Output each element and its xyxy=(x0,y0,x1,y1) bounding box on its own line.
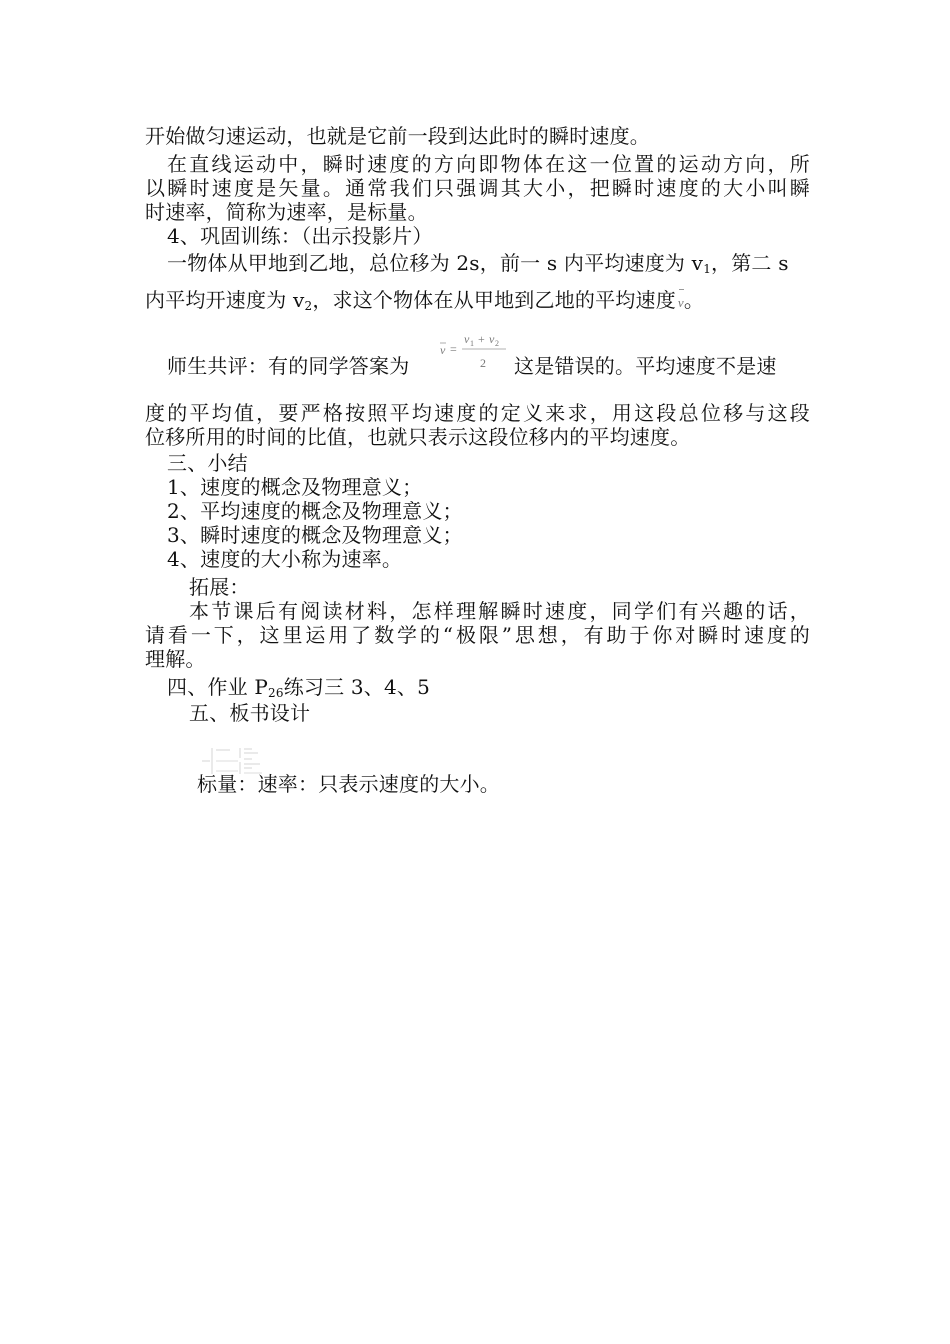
formula-lhs: v xyxy=(440,343,446,357)
paragraph-line: 在直线运动中，瞬时速度的方向即物体在这一位置的运动方向，所 xyxy=(167,152,810,176)
subscript: 26 xyxy=(268,686,284,700)
summary-item: 1、速度的概念及物理意义； xyxy=(167,475,423,499)
formula-equals: = xyxy=(450,342,457,356)
extension-line: 本节课后有阅读材料，怎样理解瞬时速度，同学们有兴趣的话， xyxy=(189,599,810,623)
extension-heading: 拓展： xyxy=(189,575,250,599)
commentary-line: 度的平均值，要严格按照平均速度的定义来求，用这段总位移与这段 xyxy=(145,401,810,425)
formula-sub1: 1 xyxy=(470,339,474,348)
subscript: 1 xyxy=(703,262,712,276)
formula-sub2: 2 xyxy=(495,339,499,348)
problem-line xyxy=(167,251,810,275)
text-run: ，求这个物体在从甲地到乙地的平均速度 xyxy=(312,288,676,312)
summary-item: 2、平均速度的概念及物理意义； xyxy=(167,499,463,523)
text-run: 内平均开速度为 v xyxy=(145,288,305,312)
paragraph-line: 时速率，简称为速率，是标量。 xyxy=(145,200,428,224)
paragraph-line: 以瞬时速度是矢量。通常我们只强调其大小，把瞬时速度的大小叫瞬 xyxy=(145,176,810,200)
summary-item: 3、瞬时速度的概念及物理意义； xyxy=(167,523,463,547)
commentary-line: 位移所用的时间的比值，也就只表示这段位移内的平均速度。 xyxy=(145,425,691,449)
formula-denominator: 2 xyxy=(480,356,486,370)
closing-line: 标量：速率：只表示速度的大小。 xyxy=(197,772,500,796)
text-run: 四、作业 P xyxy=(167,675,269,699)
summary-item: 4、速度的大小称为速率。 xyxy=(167,547,403,571)
homework-line xyxy=(167,675,832,699)
formula-plus: + xyxy=(478,332,485,346)
text-run: 。 xyxy=(683,288,705,312)
section-heading: 4、巩固训练：（出示投影片） xyxy=(167,224,433,248)
extension-line: 请看一下，这里运用了数学的“极限”思想，有助于你对瞬时速度的 xyxy=(145,623,810,647)
formula-v2: v xyxy=(489,332,495,346)
commentary-line: 这是错误的。平均速度不是速 xyxy=(514,354,777,378)
section-heading: 五、板书设计 xyxy=(189,701,311,725)
v-bar-symbol: v xyxy=(678,291,684,315)
average-velocity-formula xyxy=(436,330,510,376)
problem-line xyxy=(145,288,810,315)
text-run: ，第二 s xyxy=(711,251,789,275)
text-run: 练习三 3、4、5 xyxy=(283,675,431,699)
subscript: 2 xyxy=(304,299,313,313)
extension-line: 理解。 xyxy=(145,647,206,671)
text-run: 一物体从甲地到乙地，总位移为 2s，前一 s 内平均速度为 v xyxy=(167,251,704,275)
commentary-line: 师生共评：有的同学答案为 xyxy=(167,354,410,378)
paragraph-line: 开始做匀速运动，也就是它前一段到达此时的瞬时速度。 xyxy=(145,124,650,148)
formula-v1: v xyxy=(464,332,470,346)
section-heading: 三、小结 xyxy=(167,451,248,475)
